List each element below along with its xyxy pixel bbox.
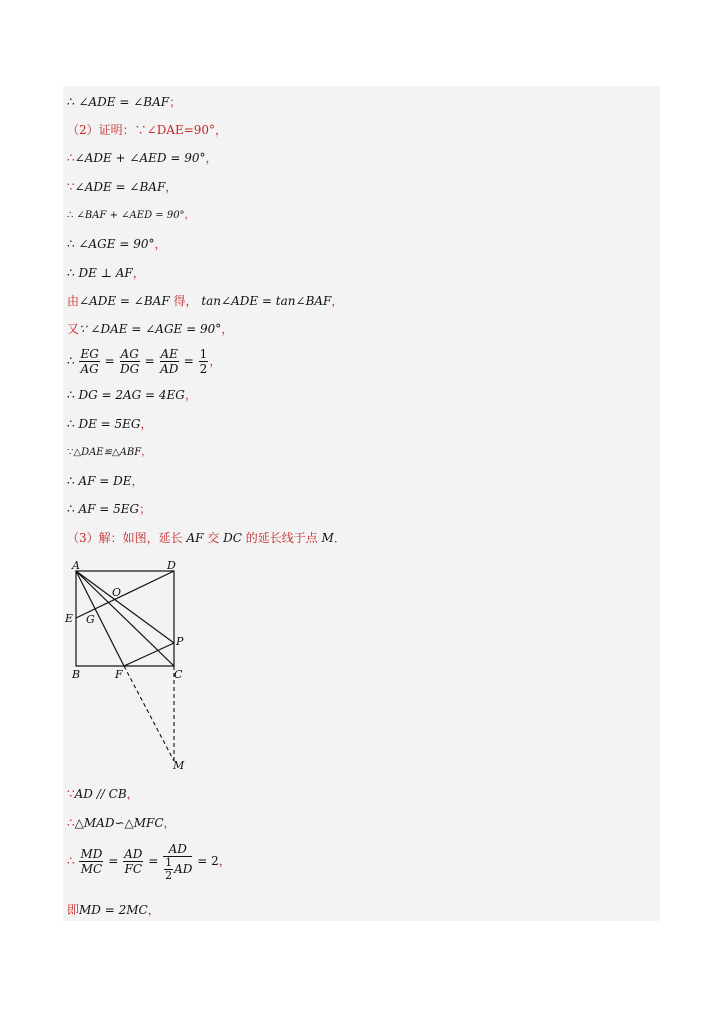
line-2: （2）证明：∵∠DAE=90°， (67, 123, 228, 137)
line-7: ∴ DE ⊥ AF， (67, 266, 145, 280)
segment-ap (76, 571, 174, 643)
line-13: ∵△DAE≌△ABF， (67, 447, 152, 458)
fraction-eg-ag: $\frac{EG}{AG}$ (80, 347, 99, 376)
line-5: ∴ ∠BAF + ∠AED = 90°， (67, 210, 195, 221)
fraction-ad-half-ad: AD $\frac{1}{2}$ AD (165, 841, 193, 882)
label-d: D (167, 559, 176, 572)
fraction-ad-fc: $\frac{AD}{FC}$ (124, 847, 143, 876)
line-17: ∵AD // CB， (67, 787, 139, 801)
line-6: ∴ ∠AGE = 90°， (67, 237, 167, 251)
extension-fm (124, 666, 174, 761)
label-a: A (72, 559, 80, 572)
line-8: 由∠ADE = ∠BAF 得， tan∠ADE = tan∠BAF， (67, 294, 344, 308)
fraction-md-mc: $\frac{MD}{MC}$ (80, 847, 103, 876)
fraction-ae-ad: $\frac{AE}{AD}$ (160, 347, 179, 376)
label-c: C (174, 668, 183, 681)
line-12: ∴ DE = 5EG， (67, 417, 153, 431)
line-16: （3）解：如图，延长 AF 交 DC 的延长线于点 M． (67, 531, 346, 545)
fraction-ag-dg: $\frac{AG}{DG}$ (120, 347, 140, 376)
fraction-one-half-inner: $\frac{1}{2}$ (165, 855, 173, 882)
label-g: G (86, 613, 95, 626)
fraction-one-half: $\frac{1}{2}$ (199, 347, 208, 376)
label-f: F (115, 668, 123, 681)
label-p: P (176, 635, 184, 648)
line-18: ∴△MAD∽△MFC， (67, 816, 176, 830)
line-3: ∴∠ADE + ∠AED = 90°， (67, 151, 218, 165)
line-15: ∴ AF = 5EG； (67, 502, 152, 516)
line-20: 即MD = 2MC， (67, 903, 160, 917)
label-b: B (72, 668, 81, 681)
line-19: ∴ $\frac{MD}{MC}$ = $\frac{AD}{FC}$ = AD $\frac{1}{2}$ AD = 2， (67, 841, 231, 882)
label-e: E (65, 612, 74, 625)
line-11: ∴ DG = 2AG = 4EG， (67, 388, 197, 402)
line-10: ∴ $\frac{EG}{AG}$ = $\frac{AG}{DG}$ = $\frac{AE}{AD}$ = $\frac{1}{2}$ ， (67, 347, 222, 376)
line-14: ∴ AF = DE， (67, 474, 144, 488)
line-1: ∴ ∠ADE = ∠BAF； (67, 95, 182, 109)
segment-ed (76, 571, 174, 618)
line-4: ∵∠ADE = ∠BAF， (67, 180, 178, 194)
geometry-figure (60, 556, 200, 774)
line-9: 又∵ ∠DAE = ∠AGE = 90°， (67, 322, 234, 336)
segment-fp (124, 643, 174, 666)
label-o: O (112, 586, 122, 599)
label-m: M (173, 759, 185, 772)
